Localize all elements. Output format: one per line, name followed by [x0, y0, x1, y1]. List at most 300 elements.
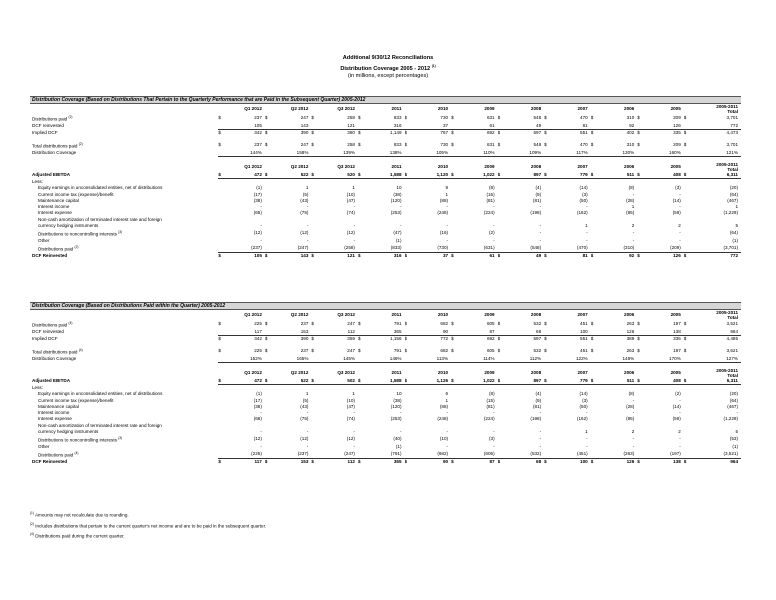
row-label: Less: — [32, 179, 43, 185]
dollar-sign-cell — [405, 310, 412, 320]
value-cell: 110% — [458, 150, 497, 157]
value-cell: (12) — [300, 436, 309, 442]
row-label — [30, 114, 218, 123]
dollar-sign-cell: $ — [451, 253, 454, 259]
value-cell: (1,229) — [723, 210, 738, 216]
dollar-sign-cell: $ — [544, 459, 547, 465]
value-cell: 730 — [440, 142, 449, 148]
value-cell: (631) — [458, 244, 497, 253]
value-cell: (253) — [390, 210, 402, 216]
row-label-text: DCF reinvested — [32, 122, 64, 128]
dollar-sign-cell — [311, 329, 318, 336]
value-cell: 112% — [505, 356, 544, 363]
value-cell: 153 — [300, 459, 309, 465]
dollar-sign-cell — [684, 229, 691, 238]
dollar-sign-cell: $ — [311, 378, 318, 385]
row-label: DCF Reinvested — [32, 458, 68, 464]
dollar-sign-cell — [405, 244, 412, 253]
value-cell: (68) — [253, 416, 262, 422]
value-cell: (263) — [598, 450, 637, 459]
value-cell: 532 — [533, 348, 542, 354]
value-cell: (3,521) — [691, 450, 741, 459]
value-cell: 597 — [533, 335, 542, 341]
value-cell: - — [446, 222, 449, 228]
value-cell: 237 — [300, 348, 309, 354]
column-header — [691, 162, 741, 172]
dollar-sign-cell: $ — [544, 115, 547, 121]
value-cell: (5) — [302, 397, 309, 403]
value-cell: (4) — [535, 391, 542, 397]
dollar-sign-cell — [358, 150, 365, 157]
value-cell: - — [586, 443, 588, 449]
dollar-sign-cell: $ — [358, 172, 365, 179]
value-cell: (3) — [582, 397, 588, 403]
value-cell: 61 — [458, 123, 497, 130]
value-cell: - — [306, 410, 309, 416]
dollar-sign-cell — [451, 104, 458, 114]
dollar-sign-cell: $ — [311, 335, 314, 341]
value-cell: 6 — [445, 391, 449, 397]
coverage-row — [30, 150, 741, 157]
value-cell: - — [586, 204, 588, 210]
value-cell: 105 — [226, 123, 265, 130]
value-cell: 109% — [505, 150, 544, 157]
dollar-sign-cell: $ — [311, 115, 314, 121]
dollar-sign-cell: $ — [218, 348, 221, 354]
value-cell: (12) — [300, 230, 309, 236]
column-header: 2009 — [484, 369, 495, 375]
dollar-sign-cell — [544, 435, 551, 444]
value-cell: 100 — [552, 329, 591, 336]
value-cell: - — [306, 443, 309, 449]
value-cell: (162) — [576, 210, 588, 216]
dollar-sign-cell — [498, 310, 505, 320]
value-cell: 68 — [505, 329, 544, 336]
value-cell: (1) — [732, 443, 738, 449]
value-cell: (75) — [300, 210, 309, 216]
dollar-sign-cell — [591, 356, 598, 363]
dollar-sign-cell: $ — [497, 348, 501, 354]
dollar-sign-cell — [498, 229, 505, 238]
value-cell: (28) — [626, 197, 635, 203]
value-cell: - — [632, 443, 635, 449]
value-cell: 897 — [505, 172, 544, 179]
dollar-sign-cell — [405, 162, 412, 172]
value-cell: (253) — [390, 416, 402, 422]
dollar-sign-cell — [591, 123, 598, 130]
dollar-sign-cell — [498, 150, 505, 157]
value-cell: (38) — [393, 191, 402, 197]
value-cell: 359 — [347, 335, 355, 341]
value-cell: (248) — [437, 416, 449, 422]
value-cell: 335 — [673, 129, 681, 135]
row-label — [30, 335, 218, 342]
dollar-sign-cell: $ — [637, 348, 640, 354]
value-cell: - — [493, 443, 495, 449]
value-cell: (8) — [488, 185, 495, 191]
value-cell: (81) — [532, 197, 542, 203]
column-header — [691, 104, 741, 114]
value-cell: 247 — [300, 115, 309, 121]
value-cell: (64) — [729, 191, 738, 197]
dollar-sign-cell — [218, 310, 225, 320]
value-cell: 117% — [552, 150, 591, 157]
value-cell: - — [679, 397, 681, 403]
ebitda-reconciliation-table — [30, 162, 741, 259]
value-cell: (467) — [727, 403, 738, 409]
dollar-sign-cell: $ — [591, 172, 598, 179]
footnote-ref: (4) — [68, 321, 73, 325]
coverage-row — [30, 114, 741, 123]
value-cell: 1 — [585, 428, 588, 434]
ebitda-reconciliation-table — [30, 368, 741, 465]
dollar-sign-cell: $ — [683, 142, 687, 148]
row-label-text: Equity earnings in unconsolidated entities, net of distributions — [38, 185, 163, 191]
value-cell: 772 — [691, 123, 741, 130]
column-header: Q2 2012 — [290, 163, 309, 169]
value-cell: 263 — [626, 321, 635, 327]
value-cell: (81) — [486, 403, 495, 409]
value-cell: 692 — [486, 335, 495, 341]
value-cell: (20) — [729, 185, 738, 191]
column-header: 2007 — [577, 163, 588, 169]
dollar-sign-cell — [684, 162, 691, 172]
dollar-sign-cell: $ — [637, 335, 640, 341]
value-cell: 1 — [352, 391, 355, 397]
dollar-sign-cell — [591, 229, 598, 238]
value-cell: 548 — [533, 115, 542, 121]
value-cell: 81 — [552, 123, 591, 130]
value-cell: 390 — [300, 335, 309, 341]
row-label — [30, 347, 218, 356]
value-cell: (43) — [300, 403, 309, 409]
value-cell: 1 — [305, 185, 309, 191]
dollar-sign-cell — [451, 368, 458, 378]
value-cell: - — [679, 230, 681, 236]
value-cell: 117 — [226, 329, 265, 336]
value-cell: 126 — [598, 329, 637, 336]
dollar-sign-cell: $ — [218, 335, 221, 341]
value-cell: 1,588 — [365, 172, 404, 179]
value-cell: - — [539, 237, 542, 243]
value-cell: 365 — [365, 329, 404, 336]
value-cell: (74) — [346, 416, 355, 422]
dollar-sign-cell — [451, 329, 458, 336]
column-header: 2009 — [484, 105, 495, 111]
value-cell: 165% — [272, 356, 311, 363]
value-cell: (791) — [365, 450, 404, 459]
value-cell: - — [632, 237, 635, 243]
row-label — [30, 329, 218, 336]
value-cell: 1,156 — [390, 335, 402, 341]
value-cell: 121 — [319, 123, 358, 130]
dollar-sign-cell: $ — [264, 253, 268, 259]
dollar-sign-cell — [591, 310, 598, 320]
dollar-sign-cell: $ — [637, 115, 640, 121]
value-cell: 49 — [536, 253, 542, 259]
dollar-sign-cell: $ — [405, 378, 412, 385]
value-cell: 310 — [626, 115, 635, 121]
value-cell: (10) — [346, 191, 355, 197]
value-cell: 126 — [645, 123, 684, 130]
value-cell: 92 — [629, 253, 635, 259]
value-cell: 237 — [300, 321, 309, 327]
value-cell: (88) — [439, 403, 449, 409]
row-label-text: Current income tax (expense)/benefit — [38, 397, 114, 403]
dollar-sign-cell: $ — [264, 348, 268, 354]
value-cell: (198) — [530, 210, 542, 216]
value-cell: - — [446, 237, 449, 243]
dollar-sign-cell — [218, 435, 225, 444]
value-cell: 3,701 — [726, 142, 738, 148]
value-cell: - — [632, 230, 635, 236]
value-cell: (532) — [505, 450, 544, 459]
value-cell: 1 — [631, 204, 635, 210]
dollar-sign-cell: $ — [311, 321, 314, 327]
dollar-sign-cell: $ — [265, 378, 272, 385]
dollar-sign-cell: $ — [451, 129, 454, 135]
dollar-sign-cell — [358, 229, 365, 238]
dollar-sign-cell: $ — [497, 142, 501, 148]
dollar-sign-cell: $ — [451, 321, 454, 327]
dollar-sign-cell — [358, 310, 365, 320]
column-header: Q3 2012 — [337, 105, 355, 111]
row-label: Adjusted EBITDA — [32, 172, 71, 178]
column-header: Q1 2012 — [244, 369, 262, 375]
row-label — [30, 435, 218, 444]
value-cell: (64) — [729, 397, 738, 403]
row-label — [30, 141, 218, 150]
value-cell: 143 — [272, 123, 311, 130]
value-cell: 631 — [486, 142, 495, 148]
column-header: Q3 2012 — [337, 369, 355, 375]
dollar-sign-cell: $ — [590, 115, 594, 121]
value-cell: 100 — [580, 459, 588, 465]
dollar-sign-cell: $ — [497, 321, 501, 327]
dollar-sign-cell — [451, 310, 458, 320]
coverage-table — [30, 104, 741, 162]
coverage-row — [30, 329, 741, 336]
column-header: 2005 — [670, 105, 681, 111]
dollar-sign-cell: $ — [357, 142, 361, 148]
total-header-top: 2005-2011 — [716, 104, 738, 109]
value-cell: - — [586, 230, 588, 236]
dollar-sign-cell: $ — [311, 142, 314, 148]
row-label-text: Distributions to noncontrolling interests — [38, 231, 117, 237]
value-cell: (15) — [486, 397, 495, 403]
dollar-sign-cell — [405, 368, 412, 378]
dollar-sign-cell: $ — [684, 378, 691, 385]
dollar-sign-cell: $ — [451, 172, 458, 179]
value-cell: 1 — [445, 191, 449, 197]
value-cell: 247 — [347, 348, 355, 354]
value-cell: 897 — [505, 378, 544, 385]
dollar-sign-cell — [405, 150, 412, 157]
footnote-ref: (2) — [68, 115, 73, 119]
value-cell: 105% — [412, 150, 451, 157]
footnote-ref: (4) — [74, 450, 79, 455]
value-cell: 153 — [272, 329, 311, 336]
value-cell: (8) — [628, 185, 635, 191]
dollar-sign-cell — [591, 329, 598, 336]
dollar-sign-cell — [265, 162, 272, 172]
dollar-sign-cell — [544, 150, 551, 157]
dollar-sign-cell — [218, 150, 225, 157]
dollar-sign-cell — [358, 450, 365, 459]
value-cell: - — [539, 230, 542, 236]
dollar-sign-cell — [637, 104, 644, 114]
coverage-row — [30, 141, 741, 150]
dollar-sign-cell: $ — [357, 129, 361, 135]
value-cell: 791 — [393, 321, 402, 327]
row-label — [30, 162, 218, 172]
column-header: 2011 — [391, 311, 402, 317]
value-cell: (16) — [439, 230, 449, 236]
value-cell: 389 — [626, 335, 635, 341]
dollar-sign-cell — [544, 244, 551, 253]
dollar-sign-cell — [451, 150, 458, 157]
dollar-sign-cell — [544, 450, 551, 459]
dollar-sign-cell: $ — [497, 335, 501, 341]
column-header: 2007 — [577, 105, 588, 111]
value-cell: - — [306, 222, 309, 228]
dollar-sign-cell — [637, 310, 644, 320]
value-cell: - — [446, 204, 449, 210]
report-units: (in millions, except percentages) — [347, 73, 429, 80]
dollar-sign-cell: $ — [218, 378, 225, 385]
dollar-sign-cell — [218, 229, 225, 238]
dollar-sign-cell — [498, 435, 505, 444]
value-cell: (81) — [532, 403, 542, 409]
column-header — [691, 310, 741, 320]
dollar-sign-cell: $ — [683, 253, 687, 259]
row-label-text: currency hedging instruments — [38, 222, 99, 228]
row-label-text: Distributions paid — [32, 116, 68, 122]
row-label-text: Non-cash amortization of terminated interest rate and foreign — [38, 422, 162, 428]
value-cell: 81 — [582, 253, 588, 259]
value-cell: 335 — [673, 335, 681, 341]
value-cell: (59) — [672, 210, 681, 216]
value-cell: 316 — [393, 253, 402, 259]
value-cell: - — [399, 222, 402, 228]
dollar-sign-cell — [265, 123, 272, 130]
row-label-text: Non-cash amortization of terminated interest rate and foreign — [38, 216, 162, 222]
dollar-sign-cell — [405, 356, 412, 363]
dollar-sign-cell — [311, 123, 318, 130]
dollar-sign-cell: $ — [683, 459, 687, 465]
value-cell: (12) — [346, 230, 355, 236]
less-row — [30, 385, 741, 392]
dollar-sign-cell: $ — [404, 115, 408, 121]
value-cell: 1,022 — [458, 172, 497, 179]
column-header: Q2 2012 — [290, 105, 309, 111]
dollar-sign-cell — [311, 435, 318, 444]
dollar-sign-cell: $ — [218, 253, 221, 259]
value-cell: (8) — [628, 391, 635, 397]
dollar-sign-cell — [265, 229, 272, 238]
value-cell: 126 — [673, 253, 681, 259]
value-cell: - — [306, 428, 309, 434]
dollar-sign-cell — [637, 368, 644, 378]
dollar-sign-cell — [591, 244, 598, 253]
dollar-sign-cell — [451, 229, 458, 238]
dollar-sign-cell: $ — [637, 142, 640, 148]
coverage-row — [30, 129, 741, 136]
section-title: Distribution Coverage (Based on Distributions That Pertain to the Quarterly Performance that are Paid in the Subsequent Quarter) 2005-2012 — [30, 96, 741, 104]
dollar-sign-cell — [451, 123, 458, 130]
report-title: Additional 9/30/12 Reconciliations — [342, 55, 434, 61]
dollar-sign-cell: $ — [451, 348, 454, 354]
value-cell: (15) — [486, 191, 495, 197]
dollar-sign-cell: $ — [497, 115, 501, 121]
value-cell: - — [493, 428, 495, 434]
dollar-sign-cell — [265, 450, 272, 459]
dollar-sign-cell — [358, 123, 365, 130]
value-cell: 402 — [626, 129, 635, 135]
dollar-sign-cell: $ — [544, 142, 547, 148]
adjustment-row — [30, 450, 741, 459]
value-cell: 380 — [347, 129, 355, 135]
dollar-sign-cell — [451, 356, 458, 363]
value-cell: 1 — [585, 222, 588, 228]
value-cell: (85) — [626, 210, 635, 216]
dollar-sign-cell — [684, 356, 691, 363]
row-label: Less: — [32, 385, 43, 391]
value-cell: 551 — [580, 129, 588, 135]
value-cell: (682) — [412, 450, 451, 459]
dollar-sign-cell — [544, 229, 551, 238]
row-label-text: Current income tax (expense)/benefit — [38, 191, 114, 197]
value-cell: 964 — [730, 459, 738, 465]
value-cell: (38) — [253, 197, 262, 203]
value-cell: 247 — [347, 321, 355, 327]
value-cell: 730 — [440, 115, 449, 121]
dollar-sign-cell — [358, 329, 365, 336]
value-cell: - — [586, 410, 588, 416]
value-cell: 1 — [352, 185, 355, 191]
column-header: 2011 — [391, 105, 402, 111]
less-row — [30, 179, 741, 186]
dollar-sign-cell — [358, 435, 365, 444]
dollar-sign-cell — [684, 450, 691, 459]
value-cell: 772 — [730, 253, 738, 259]
value-cell: 692 — [486, 129, 495, 135]
dollar-sign-cell: $ — [544, 335, 547, 341]
value-cell: 114% — [458, 356, 497, 363]
dollar-sign-cell — [311, 244, 318, 253]
value-cell: (548) — [505, 244, 544, 253]
value-cell: 225 — [254, 321, 262, 327]
dollar-sign-cell — [498, 450, 505, 459]
dollar-sign-cell — [544, 162, 551, 172]
report-header — [0, 55, 776, 81]
value-cell: - — [539, 443, 542, 449]
report-subtitle: Distribution Coverage 2005 - 2012 $^{(1)}$ — [340, 63, 436, 72]
value-cell: 779 — [552, 172, 591, 179]
value-cell: 160% — [645, 150, 684, 157]
value-cell: (3,701) — [691, 244, 741, 253]
coverage-row — [30, 356, 741, 363]
value-cell: (53) — [729, 436, 738, 442]
coverage-row — [30, 123, 741, 130]
dollar-sign-cell: $ — [405, 172, 412, 179]
value-cell: 5 — [735, 222, 738, 228]
dollar-sign-cell — [265, 435, 272, 444]
value-cell: 263 — [626, 348, 635, 354]
value-cell: - — [446, 428, 449, 434]
value-cell: (3) — [582, 191, 588, 197]
dollar-sign-cell: $ — [404, 348, 408, 354]
